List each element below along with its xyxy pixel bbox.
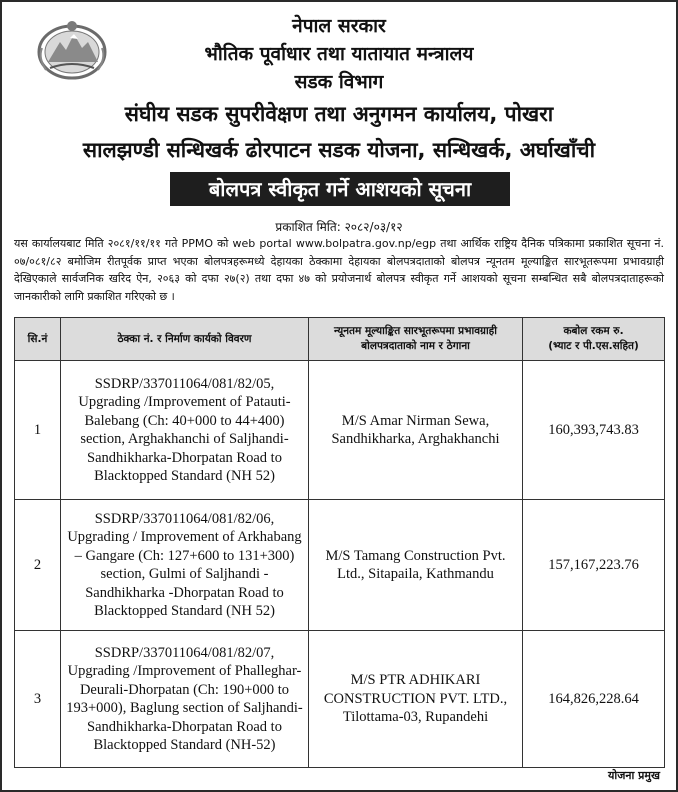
table-row	[15, 631, 665, 768]
header-amount	[523, 318, 665, 361]
department-title: सडक विभाग	[294, 71, 384, 93]
ministry-title: भौतिक पूर्वाधार तथा यातायात मन्त्रालय	[204, 43, 474, 65]
cell-sn: 2	[15, 500, 61, 631]
intro-paragraph: यस कार्यालयबाट मिति २०८१/११/११ गते PPMO को web portal www.bolpatra.gov.np/egp तथा आर्थिक राष्ट्रिय दैनिक पत्रिकामा प्रकाशित सूचना नं. ०७/०८१/८२ बमोजिम रीतपूर्वक प्राप्त भएका बोलपत्रहरूमध्ये देहायका ठेक्कामा देहायका बोलपत्रदाताको बोलपत्र न्यूनतम मूल्याङ्कित सारभूतरूपमा प्रभावग्राही देखिएकाले सार्वजनिक खरिद ऐन, २०६३ को दफा २७(२) तथा दफा ४७ को प्रयोजनार्थ बोलपत्र स्वीकृत गर्ने आशयको सूचना सम्बन्धित सबै बोलपत्रदाताहरूको जानकारीको लागि प्रकाशित गरिएको छ ।	[14, 237, 664, 303]
award-table	[14, 317, 665, 768]
table-header-row	[15, 318, 665, 361]
published-date: प्रकाशित मिति: २०८२/०३/१२	[275, 220, 403, 234]
header-amount-line1: कबोल रकम रु.	[563, 325, 624, 337]
header-amount-line2: (भ्याट र पी.एस.सहित)	[548, 340, 639, 352]
cell-amount: 164,826,228.64	[523, 631, 665, 768]
table-row	[15, 361, 665, 500]
government-title: नेपाल सरकार	[292, 15, 386, 37]
signature-title: योजना प्रमुख	[607, 769, 660, 782]
cell-description: SSDRP/337011064/081/82/06, Upgrading / Improvement of Arkhabang – Gangare (Ch: 127+600 to 131+300) section, Gulmi of Saljhandi - Sandhikharka -Dhorpatan Road to Blacktopped Standard (NH 52)	[61, 500, 309, 631]
office-title: संघीय सडक सुपरीवेक्षण तथा अनुगमन कार्यालय, पोखरा	[124, 102, 554, 126]
cell-amount: 157,167,223.76	[523, 500, 665, 631]
cell-sn: 3	[15, 631, 61, 768]
header-description: ठेक्का नं. र निर्माण कार्यको विवरण	[61, 318, 309, 361]
table-row	[15, 500, 665, 631]
cell-bidder: M/S Amar Nirman Sewa, Sandhikharka, Arghakhanchi	[309, 361, 523, 500]
cell-description: SSDRP/337011064/081/82/05, Upgrading /Improvement of Patauti-Balebang (Ch: 40+000 to 44+400) section, Arghakhanchi of Saljhandi-Sandhikharka-Dhorpatan Road to Blacktopped Standard (NH 52)	[61, 361, 309, 500]
cell-bidder: M/S Tamang Construction Pvt. Ltd., Sitapaila, Kathmandu	[309, 500, 523, 631]
cell-description: SSDRP/337011064/081/82/07, Upgrading /Improvement of Phalleghar-Deurali-Dhorpatan (Ch: 190+000 to 193+000), Baglung section of Saljhandi-Sandhikharka-Dhorpatan Road to Blacktopped Standard (NH-52)	[61, 631, 309, 768]
cell-sn: 1	[15, 361, 61, 500]
notice-title-banner: बोलपत्र स्वीकृत गर्ने आशयको सूचना	[170, 172, 510, 206]
header-sn: सि.नं	[15, 318, 61, 361]
cell-amount: 160,393,743.83	[523, 361, 665, 500]
cell-bidder: M/S PTR ADHIKARI CONSTRUCTION PVT. LTD., Tilottama-03, Rupandehi	[309, 631, 523, 768]
header-bidder: न्यूनतम मूल्याङ्कित सारभूतरूपमा प्रभावग्राही बोलपत्रदाताको नाम र ठेगाना	[309, 318, 523, 361]
project-title: सालझण्डी सन्धिखर्क ढोरपाटन सडक योजना, सन्धिखर्क, अर्घाखाँची	[82, 138, 596, 162]
